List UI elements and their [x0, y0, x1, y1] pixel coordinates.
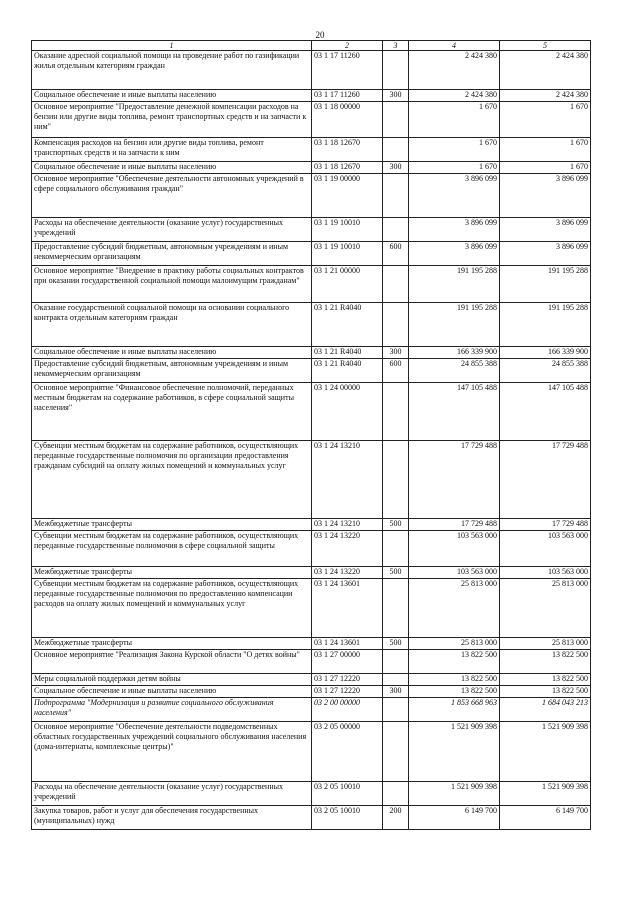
- row-amount-1: 1 521 909 398: [409, 782, 500, 806]
- row-amount-2: 3 896 099: [500, 242, 591, 266]
- row-expense-type: [383, 698, 409, 722]
- row-amount-2: 191 195 288: [500, 303, 591, 347]
- table-row: [32, 242, 591, 266]
- table-row: [32, 266, 591, 303]
- row-code: 03 2 00 00000: [312, 698, 383, 722]
- table-row: [32, 531, 591, 567]
- row-amount-1: 103 563 000: [409, 567, 500, 579]
- row-amount-2: 1 670: [500, 162, 591, 174]
- row-expense-type: 300: [383, 162, 409, 174]
- row-name: Компенсация расходов на бензин или другие виды топлива, ремонт транспортных средств и на запчасти к ним: [32, 138, 312, 162]
- row-amount-1: 3 896 099: [409, 242, 500, 266]
- row-expense-type: [383, 218, 409, 242]
- table-row: [32, 102, 591, 138]
- row-name: Оказание адресной социальной помощи на проведение работ по газификации жилья отдельным категориям граждан: [32, 51, 312, 90]
- row-code: 03 1 18 00000: [312, 102, 383, 138]
- row-expense-type: [383, 102, 409, 138]
- row-amount-1: 3 896 099: [409, 174, 500, 218]
- table-row: [32, 579, 591, 638]
- row-name: Основное мероприятие "Предоставление денежной компенсации расходов на бензин или другие виды топлива, ремонт транспортных средств и на запчасти к ним": [32, 102, 312, 138]
- row-amount-2: 24 855 388: [500, 359, 591, 383]
- row-name: Субвенции местным бюджетам на содержание работников, осуществляющих переданные государственные полномочия в сфере социальной защиты: [32, 531, 312, 567]
- row-name: Межбюджетные трансферты: [32, 519, 312, 531]
- row-name: Социальное обеспечение и иные выплаты населению: [32, 686, 312, 698]
- row-expense-type: [383, 722, 409, 782]
- row-amount-2: 1 670: [500, 138, 591, 162]
- row-amount-2: 25 813 000: [500, 638, 591, 650]
- row-name: Основное мероприятие "Обеспечение деятельности автономных учреждений в сфере социального обслуживания граждан": [32, 174, 312, 218]
- page-number: 20: [315, 30, 325, 40]
- header-col-5: 5: [500, 41, 591, 51]
- table-row: [32, 567, 591, 579]
- row-code: 03 1 19 10010: [312, 218, 383, 242]
- row-code: 03 1 21 R4040: [312, 359, 383, 383]
- row-code: 03 1 18 12670: [312, 138, 383, 162]
- row-code: 03 2 05 10010: [312, 782, 383, 806]
- row-code: 03 1 27 12220: [312, 674, 383, 686]
- row-amount-2: 2 424 380: [500, 90, 591, 102]
- row-amount-1: 1 853 668 963: [409, 698, 500, 722]
- table-row: [32, 519, 591, 531]
- row-name: Расходы на обеспечение деятельности (оказание услуг) государственных учреждений: [32, 782, 312, 806]
- table-row: [32, 722, 591, 782]
- row-code: 03 1 24 13220: [312, 567, 383, 579]
- table-row: [32, 806, 591, 830]
- row-code: 03 1 18 12670: [312, 162, 383, 174]
- table-row: [32, 51, 591, 90]
- row-expense-type: 300: [383, 686, 409, 698]
- row-name: Основное мероприятие "Финансовое обеспечение полномочий, переданных местным бюджетам на содержание работников, в сфере социальной защиты населения": [32, 383, 312, 441]
- row-amount-1: 17 729 488: [409, 441, 500, 519]
- table-row: [32, 218, 591, 242]
- table-row: [32, 686, 591, 698]
- row-amount-2: 17 729 488: [500, 441, 591, 519]
- row-name: Основное мероприятие "Реализация Закона Курской области "О детях войны": [32, 650, 312, 674]
- row-code: 03 1 21 R4040: [312, 303, 383, 347]
- row-amount-2: 3 896 099: [500, 218, 591, 242]
- row-code: 03 2 05 10010: [312, 806, 383, 830]
- row-expense-type: 600: [383, 242, 409, 266]
- row-expense-type: 500: [383, 567, 409, 579]
- row-amount-1: 13 822 500: [409, 686, 500, 698]
- row-name: Социальное обеспечение и иные выплаты населению: [32, 347, 312, 359]
- row-code: 03 1 17 11260: [312, 51, 383, 90]
- row-amount-2: 1 521 909 398: [500, 722, 591, 782]
- row-expense-type: 500: [383, 638, 409, 650]
- row-expense-type: 300: [383, 347, 409, 359]
- row-name: Субвенции местным бюджетам на содержание работников, осуществляющих переданные государственные полномочия по предоставлению компенсации расходов на оплату жилых помещений и коммунальных услуг: [32, 579, 312, 638]
- row-amount-1: 103 563 000: [409, 531, 500, 567]
- row-code: 03 1 19 10010: [312, 242, 383, 266]
- row-name: Социальное обеспечение и иные выплаты населению: [32, 90, 312, 102]
- row-expense-type: [383, 674, 409, 686]
- row-amount-1: 1 521 909 398: [409, 722, 500, 782]
- row-code: 03 1 24 13601: [312, 638, 383, 650]
- header-col-2: 2: [312, 41, 383, 51]
- row-amount-2: 13 822 500: [500, 686, 591, 698]
- row-expense-type: [383, 782, 409, 806]
- row-amount-1: 6 149 700: [409, 806, 500, 830]
- row-amount-1: 1 670: [409, 138, 500, 162]
- row-amount-2: 13 822 500: [500, 650, 591, 674]
- row-expense-type: [383, 266, 409, 303]
- row-amount-2: 1 684 043 213: [500, 698, 591, 722]
- row-amount-1: 25 813 000: [409, 638, 500, 650]
- table-row: [32, 174, 591, 218]
- table-header-row: [32, 41, 591, 51]
- row-code: 03 1 19 00000: [312, 174, 383, 218]
- row-name: Межбюджетные трансферты: [32, 567, 312, 579]
- row-code: 03 1 21 R4040: [312, 347, 383, 359]
- row-name: Закупка товаров, работ и услуг для обеспечения государственных (муниципальных) нужд: [32, 806, 312, 830]
- row-expense-type: [383, 174, 409, 218]
- row-expense-type: 200: [383, 806, 409, 830]
- row-amount-2: 166 339 900: [500, 347, 591, 359]
- row-name: Расходы на обеспечение деятельности (оказание услуг) государственных учреждений: [32, 218, 312, 242]
- row-amount-2: 13 822 500: [500, 674, 591, 686]
- row-amount-1: 17 729 488: [409, 519, 500, 531]
- row-amount-1: 3 896 099: [409, 218, 500, 242]
- row-amount-2: 103 563 000: [500, 531, 591, 567]
- row-code: 03 1 17 11260: [312, 90, 383, 102]
- row-expense-type: [383, 383, 409, 441]
- row-amount-1: 147 105 488: [409, 383, 500, 441]
- row-amount-2: 25 813 000: [500, 579, 591, 638]
- row-expense-type: [383, 303, 409, 347]
- header-col-4: 4: [409, 41, 500, 51]
- table-row: [32, 441, 591, 519]
- row-expense-type: [383, 650, 409, 674]
- row-amount-1: 2 424 380: [409, 51, 500, 90]
- row-name: Предоставление субсидий бюджетным, автономным учреждениям и иным некоммерческим организациям: [32, 242, 312, 266]
- row-amount-2: 191 195 288: [500, 266, 591, 303]
- table-row: [32, 138, 591, 162]
- row-amount-2: 147 105 488: [500, 383, 591, 441]
- row-code: 03 1 24 13210: [312, 519, 383, 531]
- row-amount-2: 103 563 000: [500, 567, 591, 579]
- row-name: Предоставление субсидий бюджетным, автономным учреждениям и иным некоммерческим организациям: [32, 359, 312, 383]
- row-code: 03 1 27 00000: [312, 650, 383, 674]
- row-amount-1: 191 195 288: [409, 266, 500, 303]
- table-row: [32, 383, 591, 441]
- table-body: [32, 51, 591, 830]
- row-expense-type: 500: [383, 519, 409, 531]
- row-amount-1: 1 670: [409, 162, 500, 174]
- row-name: Основное мероприятие "Обеспечение деятельности подведомственных областных государственных учреждений социального обслуживания населения (дома-интернаты, комплексные центры)": [32, 722, 312, 782]
- row-amount-1: 24 855 388: [409, 359, 500, 383]
- budget-table: [31, 40, 591, 830]
- table-row: [32, 303, 591, 347]
- row-name: Межбюджетные трансферты: [32, 638, 312, 650]
- table-row: [32, 782, 591, 806]
- row-amount-2: 3 896 099: [500, 174, 591, 218]
- row-name: Оказание государственной социальной помощи на основании социального контракта отдельным категориям граждан: [32, 303, 312, 347]
- row-expense-type: [383, 51, 409, 90]
- table-row: [32, 90, 591, 102]
- row-code: 03 1 24 00000: [312, 383, 383, 441]
- row-code: 03 1 21 00000: [312, 266, 383, 303]
- row-name: Меры социальной поддержки детям войны: [32, 674, 312, 686]
- row-expense-type: 300: [383, 90, 409, 102]
- row-name: Подпрограмма "Модернизация и развитие социального обслуживания населения": [32, 698, 312, 722]
- row-code: 03 1 24 13220: [312, 531, 383, 567]
- row-amount-2: 2 424 380: [500, 51, 591, 90]
- table-row: [32, 638, 591, 650]
- header-col-3: 3: [383, 41, 409, 51]
- row-name: Социальное обеспечение и иные выплаты населению: [32, 162, 312, 174]
- row-amount-1: 191 195 288: [409, 303, 500, 347]
- row-amount-1: 166 339 900: [409, 347, 500, 359]
- row-expense-type: [383, 531, 409, 567]
- table-row: [32, 698, 591, 722]
- row-amount-1: 2 424 380: [409, 90, 500, 102]
- row-amount-1: 13 822 500: [409, 674, 500, 686]
- row-code: 03 2 05 00000: [312, 722, 383, 782]
- row-amount-1: 25 813 000: [409, 579, 500, 638]
- header-col-1: 1: [32, 41, 312, 51]
- row-amount-2: 6 149 700: [500, 806, 591, 830]
- row-name: Основное мероприятие "Внедрение в практику работы социальных контрактов при оказании государственной социальной помощи малоимущим гражданам": [32, 266, 312, 303]
- row-code: 03 1 24 13210: [312, 441, 383, 519]
- row-expense-type: [383, 138, 409, 162]
- table-row: [32, 359, 591, 383]
- row-amount-1: 13 822 500: [409, 650, 500, 674]
- table-row: [32, 162, 591, 174]
- row-code: 03 1 24 13601: [312, 579, 383, 638]
- row-expense-type: 600: [383, 359, 409, 383]
- table-row: [32, 347, 591, 359]
- row-amount-2: 1 670: [500, 102, 591, 138]
- table-row: [32, 674, 591, 686]
- row-amount-2: 1 521 909 398: [500, 782, 591, 806]
- row-name: Субвенции местным бюджетам на содержание работников, осуществляющих переданные государственные полномочия по организации предоставления гражданам субсидий на оплату жилых помещений и коммунальных услуг: [32, 441, 312, 519]
- row-amount-2: 17 729 488: [500, 519, 591, 531]
- row-amount-1: 1 670: [409, 102, 500, 138]
- row-expense-type: [383, 579, 409, 638]
- row-code: 03 1 27 12220: [312, 686, 383, 698]
- row-expense-type: [383, 441, 409, 519]
- table-row: [32, 650, 591, 674]
